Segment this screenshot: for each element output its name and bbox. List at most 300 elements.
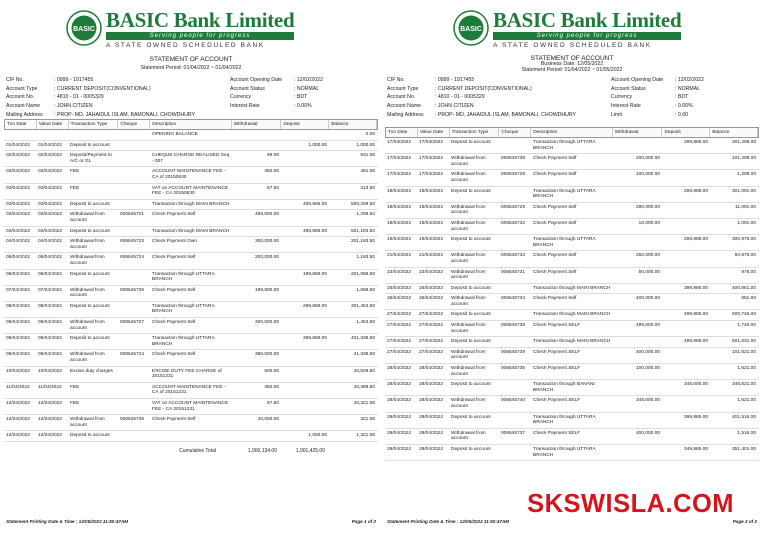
table-cell: 18/04/2022	[387, 188, 412, 194]
table-cell: 006645728	[501, 172, 526, 178]
table-row	[385, 219, 759, 235]
info-label: Account Name	[6, 103, 41, 110]
table-cell: Check Payment Self	[533, 156, 577, 162]
bank-seal-icon	[453, 10, 489, 46]
table-row	[4, 350, 378, 366]
table-cell: 28/04/2022	[419, 366, 444, 372]
info-value: : NORMAL	[675, 85, 701, 92]
table-cell: 28/04/2022	[387, 382, 412, 388]
table-row	[385, 284, 759, 295]
table-cell	[663, 253, 711, 264]
column-header: Value Date	[418, 128, 450, 137]
bank-name: BASIC Bank Limited	[493, 8, 682, 32]
table-cell	[663, 431, 711, 442]
table-cell: 006645740	[501, 398, 526, 404]
table-cell: 67.50	[266, 401, 279, 406]
table-row	[385, 203, 759, 219]
table-cell	[282, 212, 330, 223]
table-cell: 006645727	[120, 320, 145, 326]
table-cell: 17/04/2022	[419, 172, 444, 178]
table-cell: 05/04/2022	[38, 255, 63, 261]
table-cell: 09/04/2022	[38, 352, 63, 358]
table-cell: VAT on ACCOUNT MAINTENANCE FEE - CA 20151231	[152, 401, 229, 412]
table-cell: Withdrawal from account	[451, 430, 486, 442]
table-cell	[282, 255, 330, 266]
info-value: : 0999 - 1917455	[54, 77, 94, 84]
table-cell: 301,091.00	[731, 188, 756, 194]
info-label: Limit	[611, 111, 622, 118]
table-cell: 481.00	[360, 169, 375, 175]
column-header: Txn Date	[5, 120, 37, 129]
table-cell: 27/04/2022	[419, 339, 444, 345]
table-row	[385, 445, 759, 461]
table-cell: 03/04/2022	[6, 212, 31, 218]
table-cell: 04/04/2022	[38, 239, 63, 245]
table-cell: 23/04/2022	[419, 269, 444, 275]
table-cell: Deposit to account	[451, 312, 491, 318]
account-info-row	[387, 76, 757, 85]
table-cell: Withdrawal from account	[70, 255, 105, 266]
table-cell: Deposit to account	[451, 140, 491, 145]
page-number: Page 2 of 2	[732, 519, 757, 524]
table-cell: 500.00	[264, 368, 279, 374]
table-cell	[232, 336, 282, 347]
bank-logo	[66, 8, 366, 48]
table-row	[385, 138, 759, 154]
table-cell: 25/04/2022	[387, 285, 412, 291]
account-info	[387, 76, 757, 119]
page-footer	[387, 519, 757, 524]
table-cell: Deposit/Payment to A/C or GL	[70, 153, 112, 164]
table-cell	[613, 415, 663, 426]
table-cell: 28/04/2022	[419, 398, 444, 404]
print-datetime: Statement Printing Date & Time : 12/05/2022 11:50:47AM	[387, 519, 510, 524]
statement-title: STATEMENT OF ACCOUNT	[530, 55, 614, 62]
info-label: Account Status	[230, 85, 265, 92]
table-cell: 299,885.00	[683, 140, 708, 145]
cumulative-total-row	[4, 442, 378, 454]
info-value: : CURRENT DEPOSIT(CONVENTIONAL)	[435, 85, 532, 92]
table-cell: 100,000.00	[635, 366, 660, 372]
table-cell: Deposit to account	[70, 201, 110, 207]
info-value: : 0.00%	[675, 103, 693, 110]
table-cell: Transaction through UTTARA BRANCH	[533, 140, 596, 151]
table-cell	[282, 352, 330, 363]
table-cell: 19/04/2022	[419, 237, 444, 243]
table-cell: Check Payment SELF	[533, 349, 581, 355]
info-value: : 12/02/2022	[675, 77, 704, 84]
table-row	[4, 383, 378, 399]
table-cell	[499, 447, 531, 458]
table-cell: 17/04/2022	[419, 140, 444, 145]
table-cell	[499, 189, 531, 200]
table-cell: 101,631.00	[731, 349, 756, 355]
info-label: Currency	[611, 94, 633, 101]
table-cell: Check Payment Self	[533, 269, 577, 275]
table-cell: 199,500.00	[254, 287, 279, 293]
table-cell: FEE	[70, 185, 80, 191]
table-cell: 17/04/2022	[387, 172, 412, 178]
table-cell: 18/04/2022	[387, 204, 412, 210]
table-cell: 04/04/2022	[6, 228, 31, 234]
table-cell: Transaction through UTTARA BRANCH	[533, 446, 596, 458]
table-cell	[282, 401, 330, 412]
table-cell	[282, 369, 330, 380]
table-cell: 08/04/2022	[6, 303, 31, 309]
table-cell: 499,885.00	[683, 339, 708, 345]
table-cell: VAT on ACCOUNT MAINTENANCE FEE - CA 20150630	[152, 185, 229, 197]
table-cell: Transaction through MAIN BRANCH	[152, 201, 230, 207]
table-cell: 10,000.00	[638, 220, 660, 226]
table-cell: Withdrawal from account	[451, 156, 486, 167]
account-info-row	[6, 102, 376, 111]
info-label: Account Type	[387, 85, 419, 92]
statement-period: Statement Period: 01/04/2022 ~ 01/05/2022	[521, 67, 623, 73]
table-cell: Withdrawal from account	[451, 323, 486, 334]
table-cell: 1,000.00	[308, 433, 327, 439]
table-row	[4, 286, 378, 302]
table-row	[4, 167, 378, 183]
table-cell	[282, 385, 330, 396]
table-cell: 1,516.00	[737, 430, 756, 436]
table-cell: 399,885.00	[302, 336, 327, 342]
column-header: Transaction Type	[450, 128, 500, 137]
bank-subtag: A STATE OWNED SCHEDULED BANK	[493, 42, 652, 49]
table-cell: Deposit to account	[451, 382, 491, 388]
table-cell: 07/04/2022	[6, 287, 31, 293]
table-cell: Withdrawal from account	[451, 172, 486, 183]
table-row	[385, 396, 759, 412]
table-cell: Transaction through MAIN BRANCH	[533, 312, 611, 318]
table-row	[385, 154, 759, 170]
watermark: SKSWISLA.COM	[527, 488, 734, 518]
table-row	[385, 294, 759, 310]
table-cell: 100,000.00	[635, 172, 660, 178]
transactions-table	[385, 127, 759, 461]
table-row	[4, 184, 378, 200]
table-cell: Withdrawal from account	[451, 253, 486, 264]
table-cell: 09/04/2022	[38, 320, 63, 326]
table-row	[385, 429, 759, 445]
info-value: : JOHN CITIZEN	[435, 103, 474, 110]
info-label: Interest Rate	[611, 103, 641, 110]
table-cell: Withdrawal from account	[70, 417, 105, 428]
table-cell: 11,091.00	[735, 204, 756, 210]
table-cell: 02/04/2022	[6, 153, 31, 159]
bank-tagline: Serving people for progress	[106, 32, 294, 40]
account-info	[6, 76, 376, 119]
page-footer	[6, 519, 376, 524]
info-label: Account Opening Date	[611, 77, 664, 84]
table-cell: 29/04/2022	[387, 430, 412, 436]
table-cell: 500,298.50	[350, 201, 375, 207]
info-label: Interest Rate	[230, 103, 260, 110]
bank-tagline: Serving people for progress	[493, 32, 681, 40]
table-cell: Deposit to account	[70, 228, 110, 234]
account-info-row	[6, 85, 376, 94]
table-row	[4, 302, 378, 318]
info-value: : CURRENT DEPOSIT(CONVENTIONAL)	[54, 85, 151, 92]
info-value: : 4810 - 01 - 0005329	[54, 94, 104, 101]
statement-page-1	[4, 0, 378, 550]
table-cell: 399,885.00	[683, 285, 708, 291]
table-cell: 09/04/2022	[6, 320, 31, 326]
table-cell: FEE	[70, 384, 80, 390]
table-cell	[150, 143, 232, 149]
column-header: Balance	[710, 128, 758, 137]
table-cell	[232, 132, 282, 138]
table-cell	[663, 323, 711, 334]
business-date: Business Date: 12/05/2022	[540, 61, 604, 67]
table-cell	[118, 229, 150, 235]
table-row	[385, 364, 759, 380]
column-header: Description	[150, 120, 232, 129]
table-cell: CHEQUE CHARGE REALISED Seq - 007	[152, 153, 230, 164]
table-cell: 27/04/2022	[419, 312, 444, 318]
table-row	[385, 413, 759, 429]
table-cell: 501,183.50	[350, 228, 375, 234]
table-cell: 03/04/2022	[6, 185, 31, 191]
table-cell	[118, 433, 150, 439]
table-cell: 11/04/2022	[6, 384, 30, 390]
table-cell: 40,838.50	[353, 368, 375, 374]
table-header	[4, 119, 378, 130]
table-cell: 0.00	[365, 132, 375, 137]
table-cell: 201,068.50	[350, 271, 375, 277]
table-cell: 299,885.00	[683, 188, 708, 194]
table-cell: 29/04/2022	[419, 446, 444, 452]
table-cell: 006645737	[501, 430, 526, 436]
table-cell: Check Payment SELF	[533, 398, 581, 404]
table-row	[385, 380, 759, 396]
table-cell: 17/04/2022	[387, 156, 412, 162]
table-cell: Deposit to account	[70, 142, 110, 148]
table-cell: 006645739	[501, 349, 526, 355]
table-cell: Check Payment Self	[152, 417, 196, 423]
table-cell: 006645732	[501, 220, 526, 226]
table-row	[4, 151, 378, 167]
table-cell: 931.00	[360, 153, 375, 159]
table-cell	[499, 339, 531, 345]
table-cell: 345,000.00	[683, 382, 708, 388]
table-cell: Withdrawal from account	[70, 287, 105, 299]
table-cell: EXCISE DUTY FEE CHARGE of 20151231	[152, 368, 222, 380]
table-cell: 27/04/2022	[387, 323, 412, 329]
info-value: : 12/02/2022	[294, 77, 323, 84]
table-cell	[282, 132, 330, 138]
table-cell: 12/04/2022	[38, 433, 63, 439]
table-cell: 006645729	[501, 204, 526, 210]
table-row	[4, 318, 378, 334]
statement-period: Statement Period: 01/04/2022 ~ 01/04/2022	[140, 65, 242, 71]
svg-text:BASIC: BASIC	[460, 26, 482, 33]
table-cell: 006645721	[120, 212, 145, 218]
table-cell: Withdrawal from account	[70, 352, 105, 364]
table-cell	[613, 447, 663, 458]
table-cell	[663, 366, 711, 377]
table-cell: Deposit to account	[451, 446, 491, 452]
table-cell	[118, 186, 150, 197]
table-cell	[663, 296, 711, 307]
table-cell: 499,000.00	[254, 212, 279, 218]
table-cell: 12/04/2022	[38, 401, 63, 406]
table-cell: 450.00	[264, 169, 279, 175]
account-info-row	[6, 110, 376, 119]
table-cell: Deposit to account	[70, 271, 110, 277]
table-cell: Deposit to account	[451, 188, 491, 194]
column-header: Deposit	[281, 120, 329, 129]
bank-logo	[453, 8, 753, 48]
table-cell: Transaction through UTTARA BRANCH	[152, 271, 215, 283]
table-cell: 345,000.00	[635, 398, 660, 404]
table-cell: 19/04/2022	[387, 237, 412, 243]
table-cell: 349,885.00	[683, 446, 708, 452]
table-row	[385, 348, 759, 364]
svg-text:BASIC: BASIC	[73, 26, 95, 33]
table-cell	[663, 205, 711, 216]
table-cell: 351,401.00	[731, 446, 756, 452]
table-cell: Transaction through MAIN BRANCH	[533, 285, 611, 291]
table-cell: 28/04/2022	[387, 366, 412, 372]
table-cell	[499, 140, 531, 151]
column-header: Withdrawal	[232, 120, 282, 129]
table-cell: 02/04/2022	[38, 153, 63, 159]
table-row	[4, 399, 378, 415]
column-header: Value Date	[37, 120, 69, 129]
table-cell: Check Payment Self	[533, 172, 577, 178]
table-cell: 18/04/2022	[419, 220, 444, 226]
table-cell: 101,206.00	[731, 156, 756, 162]
table-cell: 499,885.00	[302, 201, 327, 207]
account-info-row	[387, 110, 757, 119]
table-cell: Deposit to account	[451, 414, 491, 420]
print-datetime: Statement Printing Date & Time : 12/05/2022 11:50:47AM	[6, 519, 129, 524]
info-label: CIF No.	[6, 77, 24, 84]
table-cell: 67.50	[266, 185, 279, 191]
table-cell: 09/04/2022	[6, 352, 31, 358]
table-cell: Transaction through UTTARA BRANCH	[533, 188, 596, 200]
table-cell: 50,000.00	[638, 269, 660, 275]
table-cell: 200,000.00	[254, 255, 279, 261]
table-cell: Withdrawal from account	[70, 212, 105, 223]
table-cell: 69.00	[266, 153, 279, 159]
table-cell: 450.00	[264, 384, 279, 390]
table-cell	[118, 169, 150, 180]
table-cell: 07/04/2022	[38, 287, 63, 293]
table-cell	[613, 189, 663, 200]
table-cell: Withdrawal from account	[70, 320, 105, 331]
table-cell: 300,000.00	[254, 320, 279, 326]
table-cell: 1,091.00	[737, 220, 756, 226]
table-cell: 18/04/2022	[419, 204, 444, 210]
table-cell: Transaction through UTTARA BRANCH	[152, 303, 215, 315]
table-cell: Deposit to account	[451, 339, 491, 345]
bank-name: BASIC Bank Limited	[106, 8, 295, 32]
table-cell: 29/04/2022	[419, 430, 444, 436]
table-cell: 399,885.00	[683, 414, 708, 420]
table-cell: Check Payment Self	[152, 255, 196, 261]
table-cell	[118, 336, 150, 347]
table-cell: 346,631.00	[731, 382, 756, 388]
table-row	[385, 268, 759, 284]
table-cell	[499, 312, 531, 318]
table-cell: OPENING BALANCE	[152, 132, 198, 137]
table-cell	[4, 132, 36, 138]
table-cell	[118, 132, 150, 138]
table-cell: Withdrawal from account	[451, 220, 486, 232]
table-cell: Withdrawal from account	[451, 296, 486, 307]
table-cell: 301,453.50	[350, 303, 375, 309]
info-label: Account Opening Date	[230, 77, 283, 84]
table-cell	[282, 288, 330, 299]
table-cell	[118, 401, 150, 412]
column-header: Withdrawal	[613, 128, 663, 137]
table-cell: 1,183.50	[356, 255, 375, 261]
table-cell: 400,000.00	[635, 430, 660, 436]
table-cell	[663, 270, 711, 281]
info-value: : PROP- MD. JAHAIDUL ISLAM, BAMONALI, CHOWDHURY	[435, 111, 576, 118]
table-cell: Deposit to account	[70, 336, 110, 342]
table-cell: 26/04/2022	[387, 296, 412, 302]
table-cell: 360,000.00	[254, 352, 279, 358]
table-cell: Check Payment Self	[152, 320, 196, 326]
table-cell: Deposit to account	[451, 237, 491, 243]
table-cell: 501,631.00	[731, 339, 756, 345]
table-cell: 300,000.00	[254, 239, 279, 245]
table-cell: 006645736	[501, 366, 526, 372]
table-cell	[36, 132, 68, 138]
table-cell: Transaction through UTTARA BRANCH	[152, 336, 215, 347]
table-cell: Deposit to account	[70, 433, 110, 439]
page-number: Page 1 of 2	[351, 519, 376, 524]
table-cell: 12/04/2022	[6, 417, 31, 423]
table-cell: Deposit to account	[451, 285, 491, 291]
table-cell	[499, 415, 531, 426]
table-cell	[232, 304, 282, 315]
table-cell: 04/04/2022	[6, 239, 31, 245]
column-header: Cheque	[118, 120, 150, 129]
table-cell: Check Payment Self	[152, 212, 196, 218]
info-value: : 0.00	[675, 111, 688, 118]
table-cell: 03/04/2022	[38, 185, 63, 191]
table-cell: 10/04/2022	[6, 368, 31, 374]
cumulative-withdrawal: 1,900,134.00	[247, 447, 277, 454]
table-cell	[282, 186, 330, 197]
table-row	[4, 334, 378, 350]
table-row	[4, 253, 378, 269]
table-cell: 27/04/2022	[419, 323, 444, 329]
table-cell: 25/04/2022	[419, 285, 444, 291]
info-label: Account Status	[611, 85, 646, 92]
table-cell: 06/04/2022	[38, 271, 63, 277]
column-header: Txn Date	[386, 128, 418, 137]
table-cell: 1,298.50	[356, 212, 375, 218]
table-cell	[663, 156, 711, 167]
table-cell	[499, 382, 531, 393]
table-cell: 006645736	[120, 417, 145, 423]
column-header: Transaction Type	[69, 120, 119, 129]
table-cell: 401,516.00	[731, 414, 756, 420]
table-cell	[232, 202, 282, 208]
info-label: Currency	[230, 94, 252, 101]
table-cell	[68, 132, 118, 138]
info-label: Account No.	[387, 94, 416, 101]
table-cell: Deposit to account	[70, 303, 110, 309]
table-cell	[118, 202, 150, 208]
info-label: CIF No.	[387, 77, 405, 84]
table-cell: 04/04/2022	[38, 228, 63, 234]
account-info-row	[387, 85, 757, 94]
